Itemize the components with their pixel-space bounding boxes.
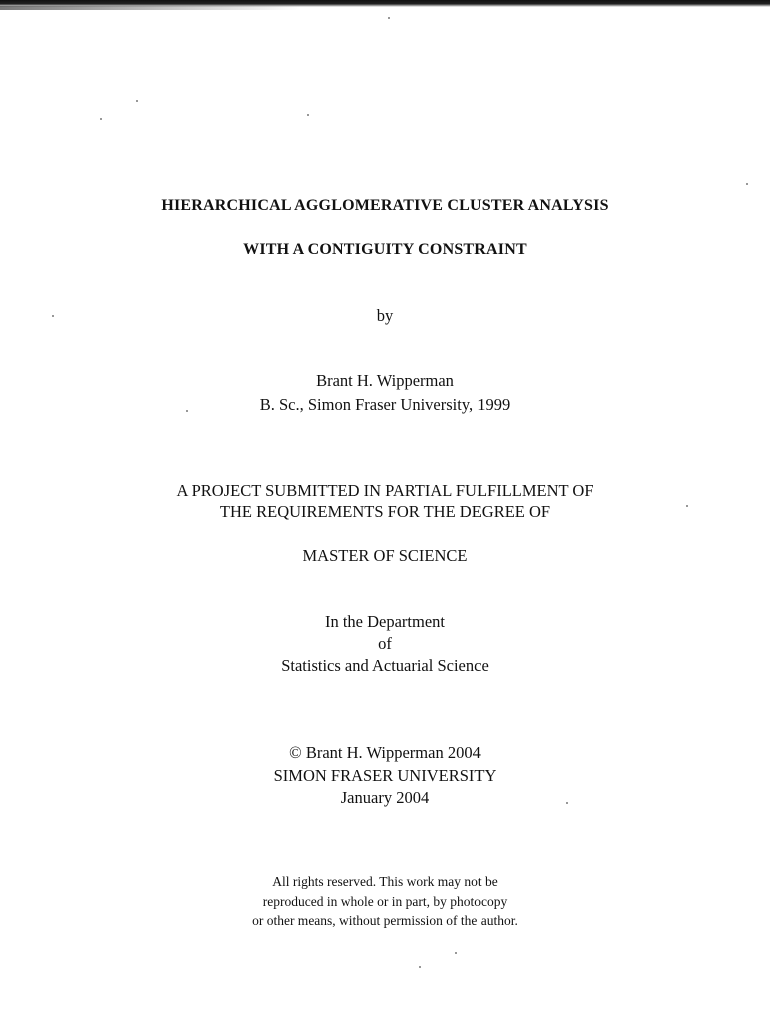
- scan-speck: [100, 118, 102, 120]
- submission-statement-line-1: A PROJECT SUBMITTED IN PARTIAL FULFILLMENT OF: [176, 481, 594, 500]
- author-prior-degree: B. Sc., Simon Fraser University, 1999: [259, 395, 511, 414]
- department-line-1: In the Department: [324, 612, 446, 631]
- rights-statement-line-2: reproduced in whole or in part, by photocopy: [262, 894, 508, 909]
- submission-date: January 2004: [340, 788, 430, 807]
- by-label: by: [376, 306, 394, 325]
- scan-speck: [746, 183, 748, 185]
- thesis-title-line-2: WITH A CONTIGUITY CONSTRAINT: [243, 241, 527, 258]
- rights-statement-line-3: or other means, without permission of the author.: [252, 913, 518, 928]
- scan-speck: [419, 966, 421, 968]
- scan-speck: [136, 100, 138, 102]
- scan-speck: [455, 952, 457, 954]
- scan-edge-shadow-tail: [0, 6, 300, 10]
- copyright-notice: © Brant H. Wipperman 2004: [289, 743, 481, 762]
- department-name: Statistics and Actuarial Science: [281, 656, 489, 675]
- author-name: Brant H. Wipperman: [316, 371, 454, 390]
- rights-statement-line-1: All rights reserved. This work may not be: [272, 874, 498, 889]
- degree-name: MASTER OF SCIENCE: [302, 546, 468, 565]
- thesis-title-line-1: HIERARCHICAL AGGLOMERATIVE CLUSTER ANALYSIS: [161, 197, 609, 214]
- submission-statement-line-2: THE REQUIREMENTS FOR THE DEGREE OF: [219, 502, 551, 521]
- department-line-2: of: [378, 634, 392, 653]
- scan-speck: [388, 17, 390, 19]
- scan-speck: [307, 114, 309, 116]
- university-name: SIMON FRASER UNIVERSITY: [273, 766, 497, 785]
